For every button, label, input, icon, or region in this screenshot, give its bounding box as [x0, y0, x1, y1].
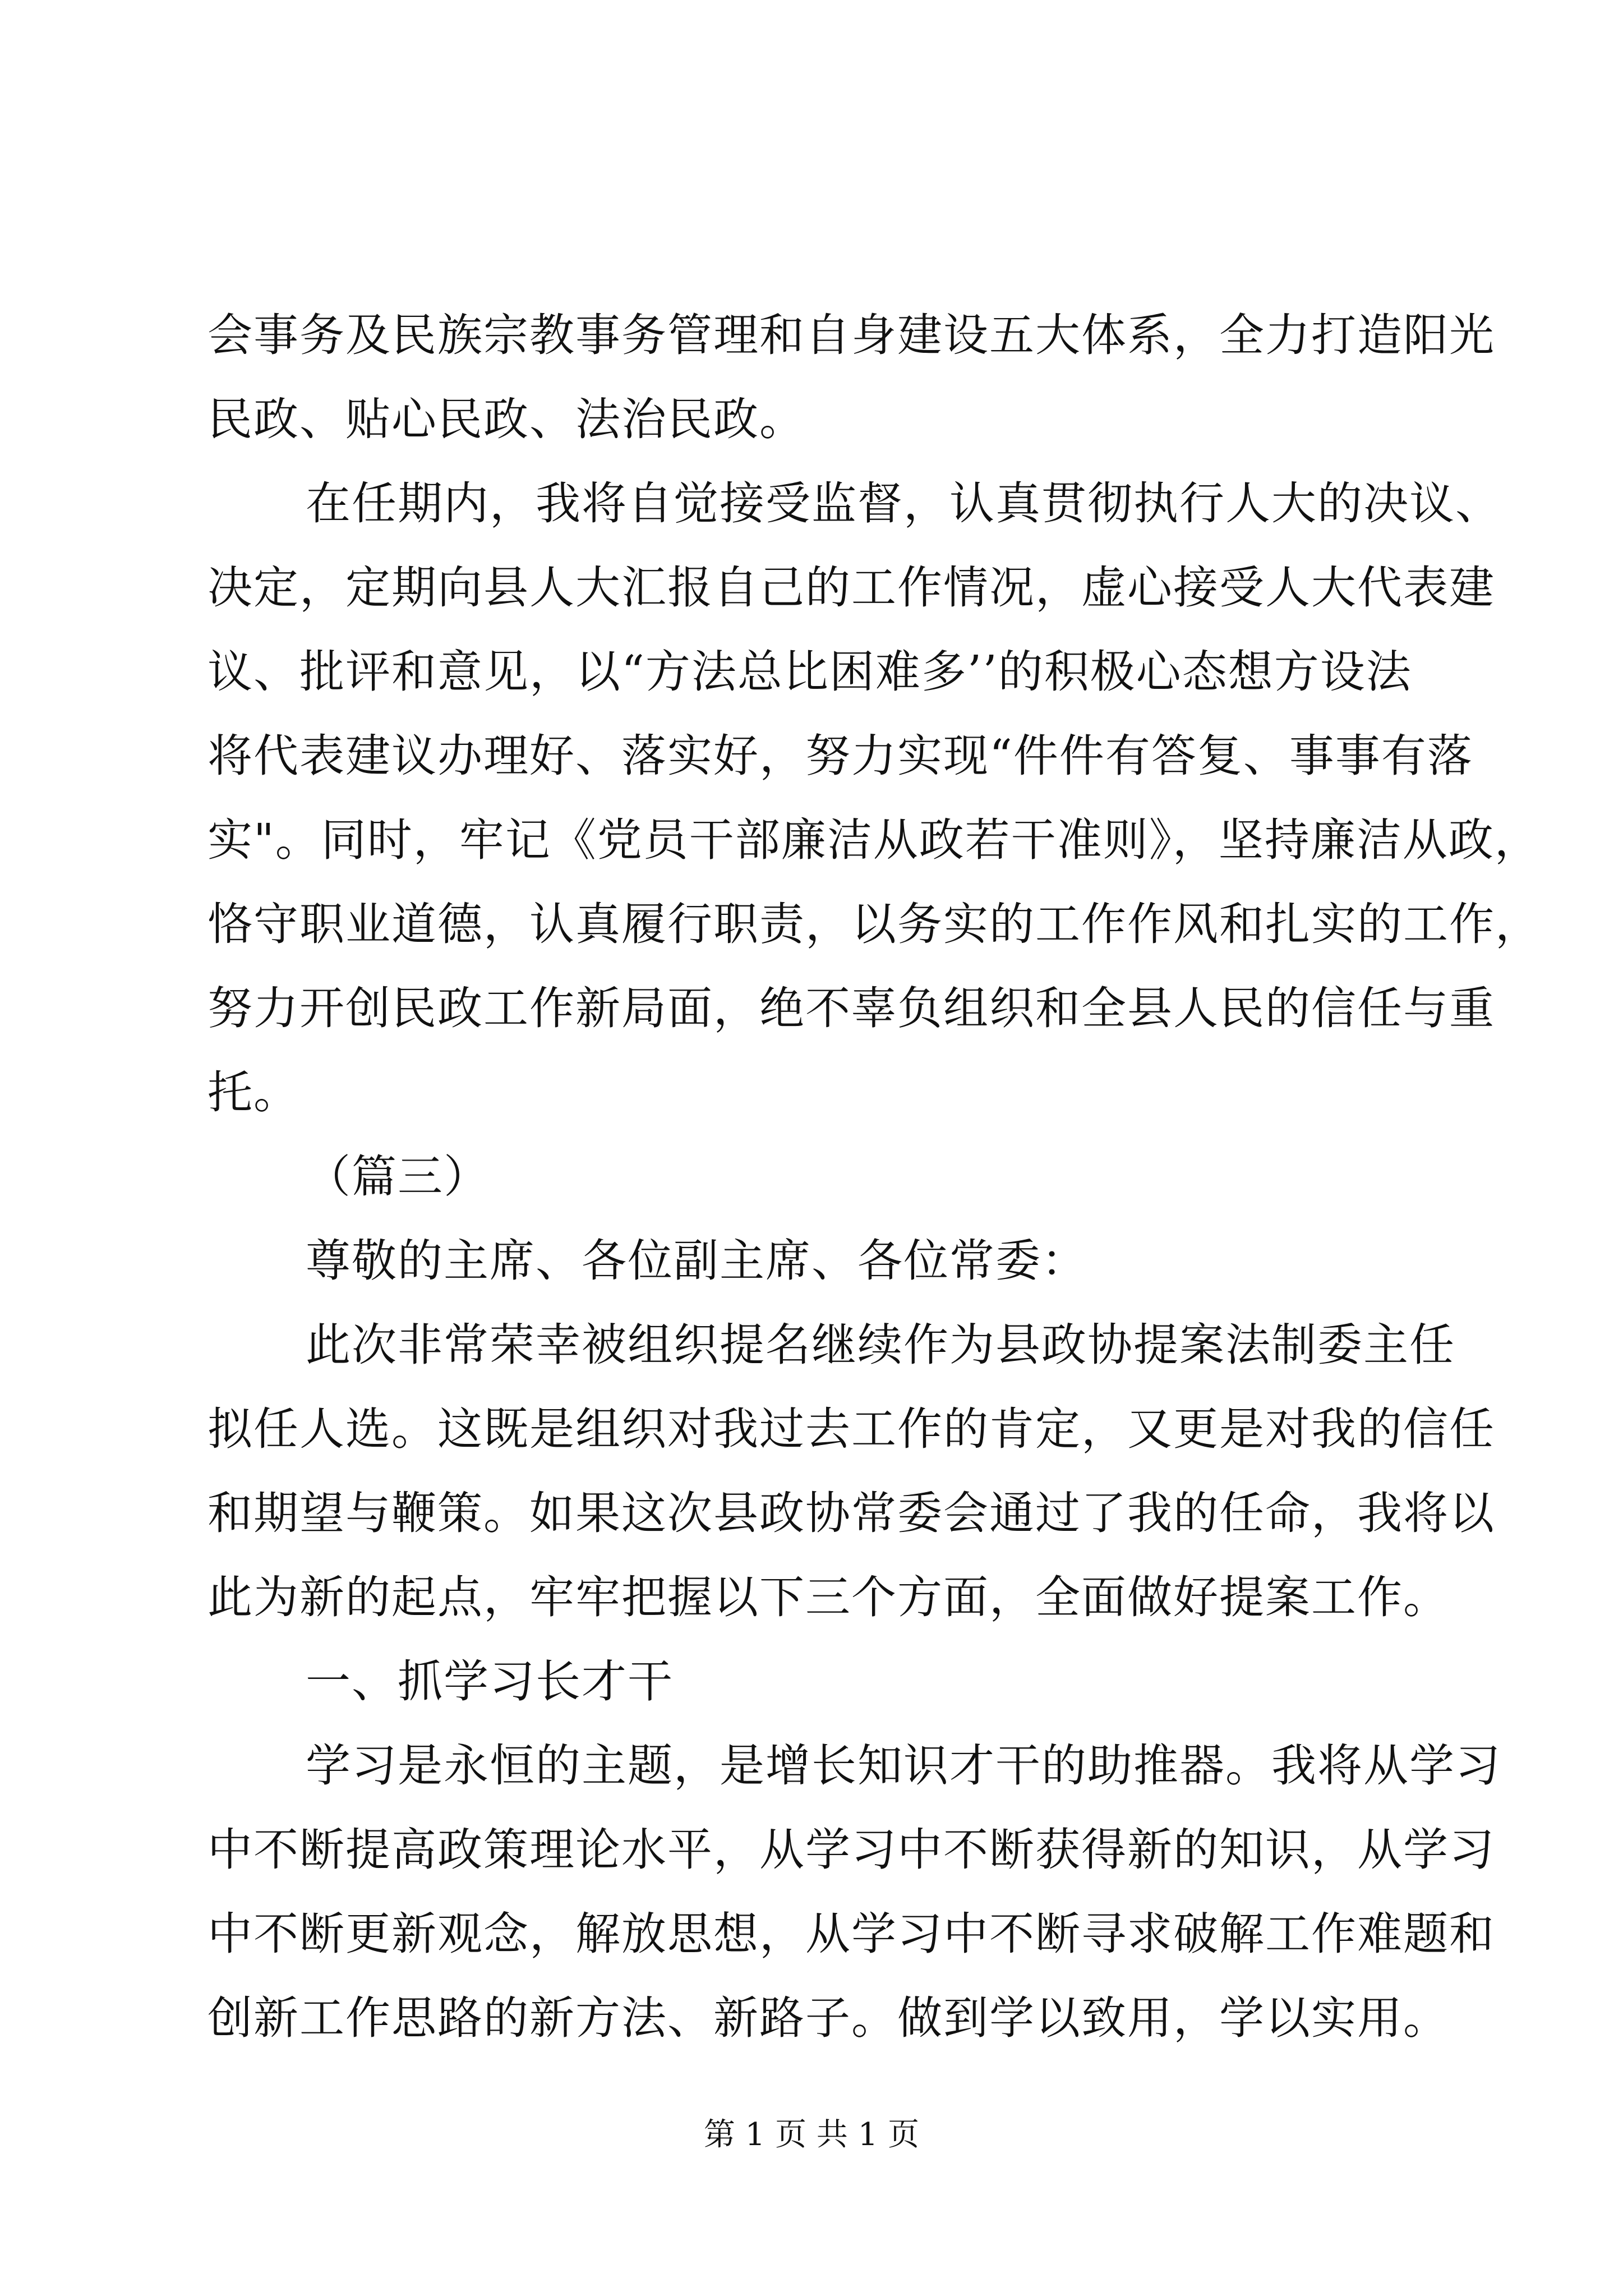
- subheading: 一、抓学习长才干: [306, 1655, 674, 1708]
- text-line: 恪守职业道德，认真履行职责，以务实的工作作风和扎实的工作，: [208, 898, 1541, 950]
- section-heading: （篇三）: [306, 1151, 490, 1203]
- text-line: 拟任人选。这既是组织对我过去工作的肯定，又更是对我的信任: [208, 1403, 1495, 1455]
- text-line: 会事务及民族宗教事务管理和自身建设五大体系，全力打造阳光: [208, 309, 1495, 361]
- text-line: 实"。同时，牢记《党员干部廉洁从政若干准则》，坚持廉洁从政，: [208, 814, 1541, 866]
- text-line: 和期望与鞭策。如果这次县政协常委会通过了我的任命，我将以: [208, 1487, 1495, 1539]
- text-line: 议、批评和意见，以“方法总比困难多’’的积极心态想方设法: [208, 646, 1412, 698]
- text-line: 此为新的起点，牢牢把握以下三个方面，全面做好提案工作。: [208, 1571, 1449, 1623]
- salutation: 尊敬的主席、各位副主席、各位常委：: [306, 1235, 1087, 1287]
- text-line: 努力开创民政工作新局面，绝不辜负组织和全县人民的信任与重: [208, 982, 1495, 1034]
- paragraph-first-line: 学习是永恒的主题，是增长知识才干的助推器。我将从学习: [306, 1740, 1501, 1792]
- text-line: 将代表建议办理好、落实好，努力实现“件件有答复、事事有落: [208, 730, 1473, 782]
- text-line: 中不断更新观念，解放思想，从学习中不断寻求破解工作难题和: [208, 1908, 1495, 1960]
- text-line: 决定，定期向县人大汇报自己的工作情况，虚心接受人大代表建: [208, 562, 1495, 614]
- text-line: 中不断提高政策理论水平，从学习中不断获得新的知识，从学习: [208, 1824, 1495, 1876]
- text-line: 创新工作思路的新方法、新路子。做到学以致用，学以实用。: [208, 1992, 1449, 2044]
- page-number-footer: 第 1 页 共 1 页: [703, 2116, 920, 2153]
- paragraph-first-line: 此次非常荣幸被组织提名继续作为县政协提案法制委主任: [306, 1319, 1455, 1371]
- paragraph-first-line: 在任期内，我将自觉接受监督，认真贯彻执行人大的决议、: [306, 477, 1501, 530]
- text-line: 托。: [208, 1066, 299, 1119]
- text-line: 民政、贴心民政、法治民政。: [208, 393, 805, 445]
